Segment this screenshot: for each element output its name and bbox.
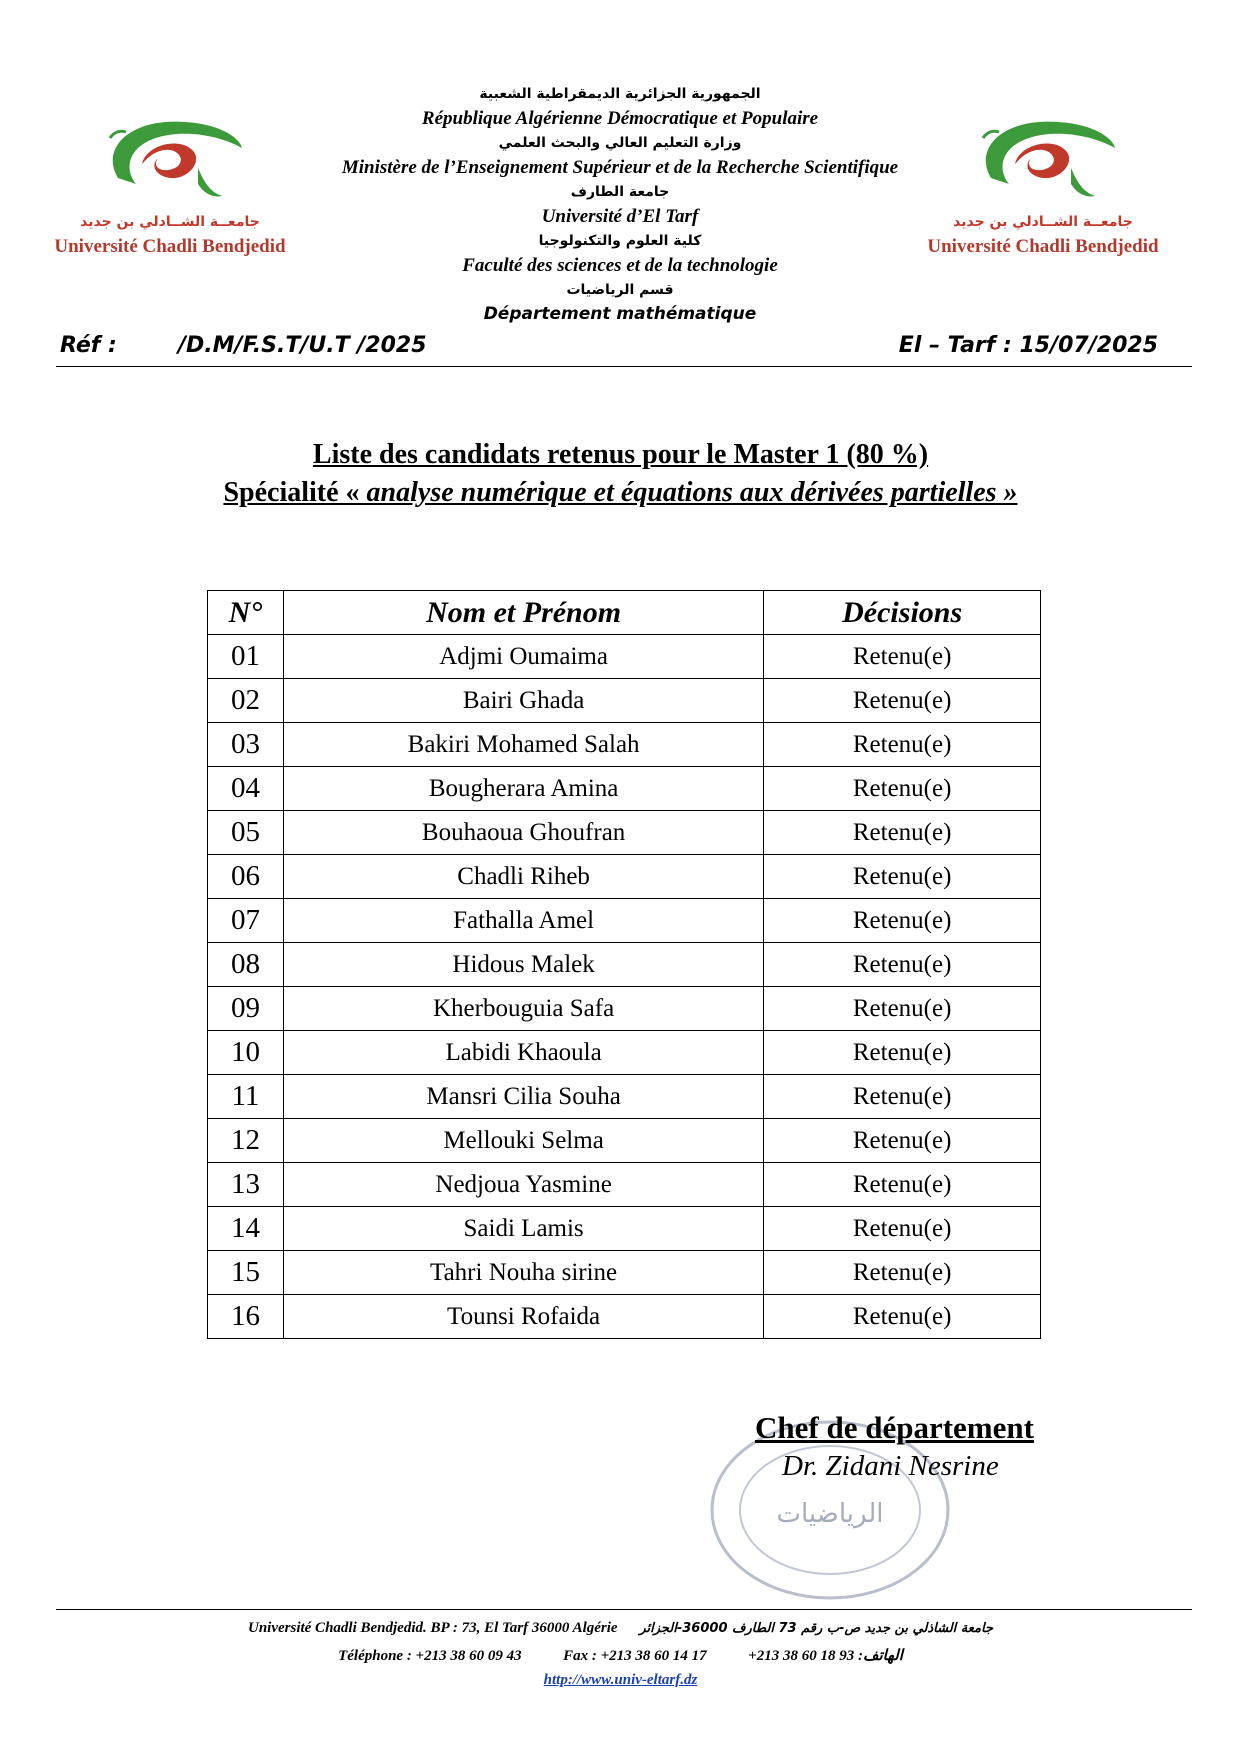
candidate-name: Bougherara Amina [283, 767, 763, 811]
row-number: 16 [208, 1295, 284, 1339]
row-number: 07 [208, 899, 284, 943]
header-ministry-fr: Ministère de l’Enseignement Supérieur et de la Recherche Scientifique [341, 157, 899, 178]
reference-line [56, 333, 1186, 367]
footer-fax: Fax : +213 38 60 14 17 [563, 1648, 707, 1664]
row-number: 04 [208, 767, 284, 811]
table-row [208, 1207, 1041, 1251]
table-row [208, 679, 1041, 723]
candidate-name: Bouhaoua Ghoufran [283, 811, 763, 855]
footer-phone-ar: +213 38 60 18 93 :الهاتف [748, 1648, 903, 1664]
candidate-name: Tahri Nouha sirine [283, 1251, 763, 1295]
candidate-decision: Retenu(e) [764, 1251, 1041, 1295]
candidate-decision: Retenu(e) [764, 943, 1041, 987]
footer-website-line [0, 1672, 1241, 1689]
row-number: 01 [208, 635, 284, 679]
row-number: 10 [208, 1031, 284, 1075]
row-number: 12 [208, 1119, 284, 1163]
table-row [208, 943, 1041, 987]
row-number: 05 [208, 811, 284, 855]
title-specialty-prefix: Spécialité « [223, 477, 360, 508]
header-ministry-ar: وزارة التعليم العالي والبحث العلمي [498, 135, 742, 151]
footer-divider [56, 1609, 1192, 1610]
footer-address-fr: Université Chadli Bendjedid. BP : 73, El Tarf 36000 Algérie [247, 1620, 618, 1636]
logo-arabic-name: جامعــة الشــادلي بن جديد [80, 214, 260, 230]
row-number: 15 [208, 1251, 284, 1295]
university-emblem-icon [90, 108, 250, 208]
row-number: 02 [208, 679, 284, 723]
header-republic-ar: الجمهورية الجزائرية الديمقراطية الشعبية [479, 86, 761, 102]
title-line-2 [223, 477, 1017, 508]
candidate-name: Nedjoua Yasmine [283, 1163, 763, 1207]
column-header-decision: Décisions [764, 591, 1041, 635]
candidate-decision: Retenu(e) [764, 1295, 1041, 1339]
header-divider [56, 366, 1192, 367]
candidate-decision: Retenu(e) [764, 1031, 1041, 1075]
row-number: 06 [208, 855, 284, 899]
candidates-table [207, 590, 1041, 1339]
stamp-text: الرياضيات [776, 1499, 884, 1529]
candidate-decision: Retenu(e) [764, 679, 1041, 723]
candidate-name: Labidi Khaoula [283, 1031, 763, 1075]
column-header-name: Nom et Prénom [283, 591, 763, 635]
candidate-name: Fathalla Amel [283, 899, 763, 943]
university-emblem-icon [963, 108, 1123, 208]
table-row [208, 1075, 1041, 1119]
candidate-name: Chadli Riheb [283, 855, 763, 899]
table-row [208, 987, 1041, 1031]
footer-phone: Téléphone : +213 38 60 09 43 [338, 1648, 522, 1664]
candidate-decision: Retenu(e) [764, 635, 1041, 679]
candidate-name: Hidous Malek [283, 943, 763, 987]
row-number: 13 [208, 1163, 284, 1207]
header-university-fr: Université d’El Tarf [541, 206, 699, 227]
header-department-ar: قسم الرياضيات [566, 282, 674, 298]
header-department-fr: Département mathématique [483, 304, 757, 324]
header-university-ar: جامعة الطارف [570, 184, 670, 200]
candidate-name: Saidi Lamis [283, 1207, 763, 1251]
candidate-name: Bairi Ghada [283, 679, 763, 723]
document-date: El – Tarf : 15/07/2025 [898, 333, 1158, 358]
candidate-decision: Retenu(e) [764, 723, 1041, 767]
table-row [208, 723, 1041, 767]
signatory-name: Dr. Zidani Nesrine [782, 1450, 999, 1482]
candidate-name: Mellouki Selma [283, 1119, 763, 1163]
title-specialty-name: analyse numérique et équations aux dérivées partielles [359, 477, 1004, 508]
table-header-row [208, 591, 1041, 635]
candidate-decision: Retenu(e) [764, 987, 1041, 1031]
table-row [208, 855, 1041, 899]
signature-title: Chef de département [755, 1410, 1034, 1445]
table-row [208, 1295, 1041, 1339]
header-faculty-fr: Faculté des sciences et de la technologie [462, 255, 778, 276]
candidate-name: Mansri Cilia Souha [283, 1075, 763, 1119]
candidate-name: Tounsi Rofaida [283, 1295, 763, 1339]
candidate-decision: Retenu(e) [764, 811, 1041, 855]
row-number: 09 [208, 987, 284, 1031]
footer-address-ar: جامعة الشاذلي بن جديد ص-ب رقم 73 الطارف 36000-الجزائر [639, 1621, 993, 1636]
candidate-decision: Retenu(e) [764, 1075, 1041, 1119]
table-row [208, 899, 1041, 943]
candidate-name: Kherbouguia Safa [283, 987, 763, 1031]
header-faculty-ar: كلية العلوم والتكنولوجيا [538, 233, 702, 249]
candidate-decision: Retenu(e) [764, 899, 1041, 943]
university-logo-right [913, 108, 1173, 258]
candidate-decision: Retenu(e) [764, 767, 1041, 811]
row-number: 03 [208, 723, 284, 767]
table-row [208, 811, 1041, 855]
university-logo-left [40, 108, 300, 258]
candidate-name: Bakiri Mohamed Salah [283, 723, 763, 767]
candidate-decision: Retenu(e) [764, 855, 1041, 899]
table-row [208, 635, 1041, 679]
reference-number: /D.M/F.S.T/U.T /2025 [178, 333, 427, 358]
title-line-1: Liste des candidats retenus pour le Master 1 (80 %) [312, 439, 929, 470]
column-header-number: N° [208, 591, 284, 635]
letterhead [300, 82, 940, 326]
candidate-decision: Retenu(e) [764, 1207, 1041, 1251]
row-number: 14 [208, 1207, 284, 1251]
table-row [208, 1119, 1041, 1163]
footer-website-link[interactable]: http://www.univ-eltarf.dz [543, 1672, 698, 1688]
document-title [0, 436, 1241, 512]
logo-arabic-name: جامعــة الشــادلي بن جديد [953, 214, 1133, 230]
header-republic-fr: République Algérienne Démocratique et Populaire [421, 108, 819, 129]
row-number: 11 [208, 1075, 284, 1119]
table-row [208, 767, 1041, 811]
table-row [208, 1251, 1041, 1295]
footer-address [0, 1620, 1241, 1637]
logo-french-name: Université Chadli Bendjedid [54, 236, 286, 257]
reference-label: Réf : [60, 333, 117, 358]
table-row [208, 1163, 1041, 1207]
title-specialty-suffix: » [1003, 477, 1018, 508]
footer-contacts [0, 1646, 1241, 1665]
candidate-decision: Retenu(e) [764, 1163, 1041, 1207]
logo-french-name: Université Chadli Bendjedid [927, 236, 1159, 257]
candidate-name: Adjmi Oumaima [283, 635, 763, 679]
table-body [208, 635, 1041, 1339]
candidate-decision: Retenu(e) [764, 1119, 1041, 1163]
row-number: 08 [208, 943, 284, 987]
table-row [208, 1031, 1041, 1075]
